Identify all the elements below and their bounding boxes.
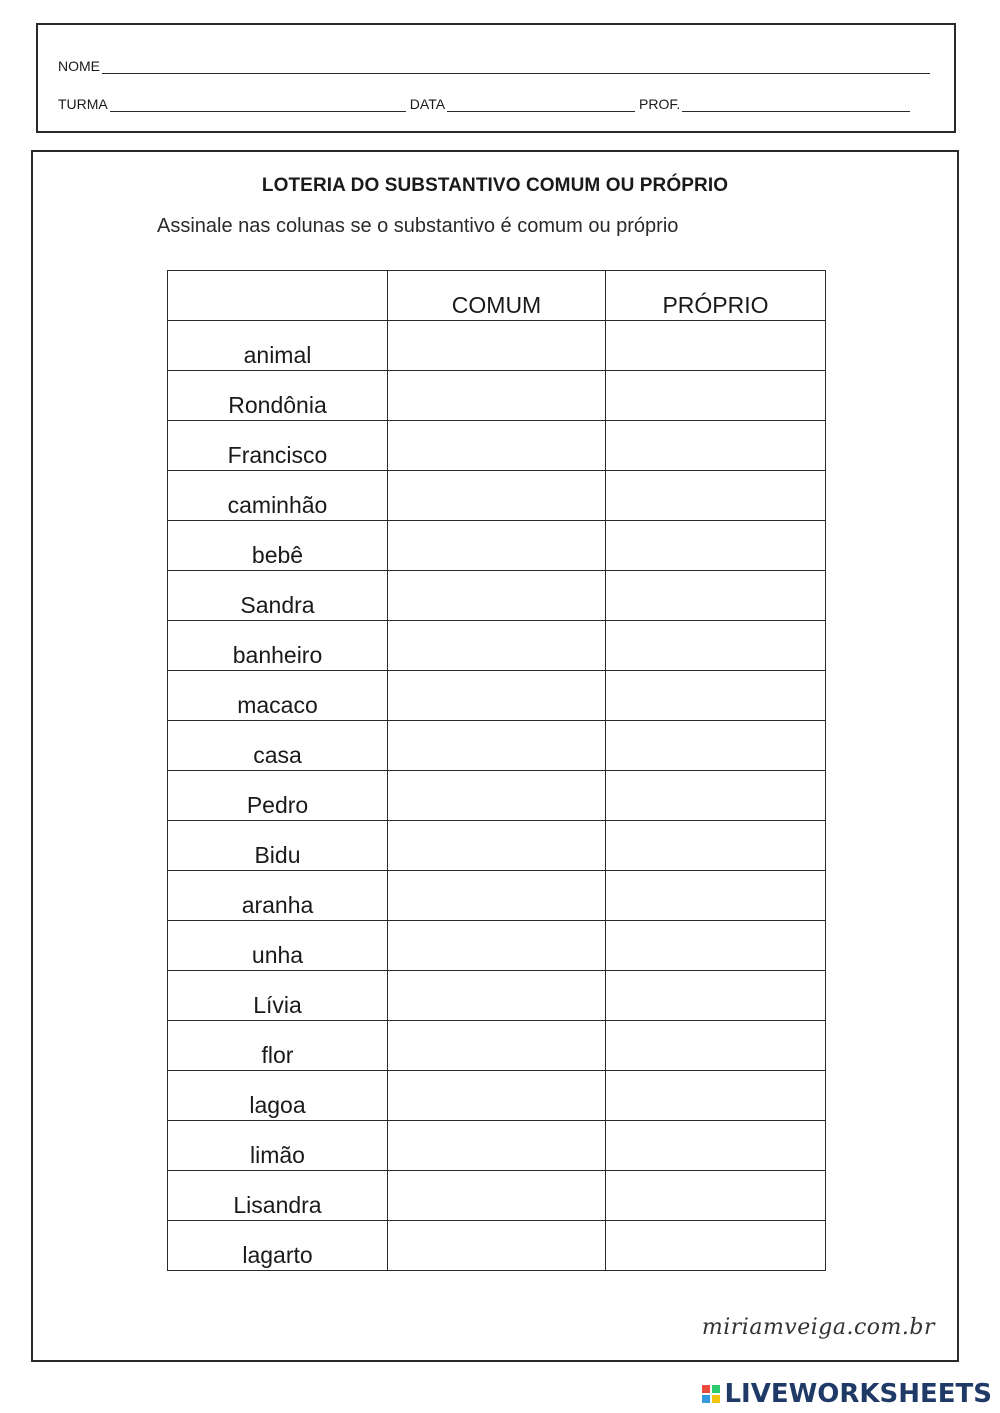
- proprio-answer-cell[interactable]: [606, 421, 826, 471]
- table-row: [168, 921, 826, 971]
- noun-word: Francisco: [168, 421, 388, 471]
- table-row: [168, 621, 826, 671]
- header-cell-empty: [168, 271, 388, 321]
- noun-word: lagarto: [168, 1221, 388, 1271]
- proprio-answer-cell[interactable]: [606, 1071, 826, 1121]
- table-row: [168, 1121, 826, 1171]
- comum-answer-cell[interactable]: [388, 471, 606, 521]
- table-row: [168, 671, 826, 721]
- table-row: [168, 1171, 826, 1221]
- name-row: [58, 58, 930, 74]
- header-cell-comum: COMUM: [388, 271, 606, 321]
- noun-word: lagoa: [168, 1071, 388, 1121]
- comum-answer-cell[interactable]: [388, 771, 606, 821]
- comum-answer-cell[interactable]: [388, 871, 606, 921]
- comum-answer-cell[interactable]: [388, 721, 606, 771]
- proprio-answer-cell[interactable]: [606, 671, 826, 721]
- student-info-box: [36, 23, 956, 133]
- comum-answer-cell[interactable]: [388, 621, 606, 671]
- noun-word: limão: [168, 1121, 388, 1171]
- proprio-answer-cell[interactable]: [606, 971, 826, 1021]
- comum-answer-cell[interactable]: [388, 1221, 606, 1271]
- teacher-field[interactable]: [682, 97, 910, 112]
- brand-squares-icon: [702, 1385, 720, 1403]
- name-label: NOME: [58, 58, 100, 74]
- header-cell-proprio: PRÓPRIO: [606, 271, 826, 321]
- date-field[interactable]: [447, 97, 635, 112]
- noun-word: casa: [168, 721, 388, 771]
- proprio-answer-cell[interactable]: [606, 471, 826, 521]
- table-row: [168, 321, 826, 371]
- noun-word: animal: [168, 321, 388, 371]
- proprio-answer-cell[interactable]: [606, 321, 826, 371]
- proprio-answer-cell[interactable]: [606, 571, 826, 621]
- comum-answer-cell[interactable]: [388, 821, 606, 871]
- brand-square: [702, 1385, 710, 1393]
- proprio-answer-cell[interactable]: [606, 1221, 826, 1271]
- noun-word: Lisandra: [168, 1171, 388, 1221]
- proprio-answer-cell[interactable]: [606, 821, 826, 871]
- name-field[interactable]: [102, 59, 930, 74]
- table-row: [168, 1221, 826, 1271]
- proprio-answer-cell[interactable]: [606, 721, 826, 771]
- brand-square: [712, 1395, 720, 1403]
- comum-answer-cell[interactable]: [388, 371, 606, 421]
- table-row: [168, 571, 826, 621]
- table-row: [168, 421, 826, 471]
- noun-word: caminhão: [168, 471, 388, 521]
- noun-word: aranha: [168, 871, 388, 921]
- comum-answer-cell[interactable]: [388, 421, 606, 471]
- worksheet-box: [31, 150, 959, 1362]
- noun-word: Lívia: [168, 971, 388, 1021]
- teacher-label: PROF.: [639, 96, 681, 112]
- comum-answer-cell[interactable]: [388, 671, 606, 721]
- class-row: [58, 96, 910, 112]
- table-row: [168, 971, 826, 1021]
- noun-word: Bidu: [168, 821, 388, 871]
- table-row: [168, 771, 826, 821]
- author-signature: miriamveiga.com.br: [701, 1315, 935, 1340]
- comum-answer-cell[interactable]: [388, 1071, 606, 1121]
- liveworksheets-logo: [702, 1379, 992, 1409]
- noun-word: banheiro: [168, 621, 388, 671]
- proprio-answer-cell[interactable]: [606, 1021, 826, 1071]
- comum-answer-cell[interactable]: [388, 921, 606, 971]
- brand-name: LIVEWORKSHEETS: [724, 1379, 992, 1409]
- proprio-answer-cell[interactable]: [606, 771, 826, 821]
- table-row: [168, 521, 826, 571]
- noun-word: flor: [168, 1021, 388, 1071]
- table-row: [168, 1071, 826, 1121]
- comum-answer-cell[interactable]: [388, 1121, 606, 1171]
- table-row: [168, 1021, 826, 1071]
- comum-answer-cell[interactable]: [388, 321, 606, 371]
- brand-square: [712, 1385, 720, 1393]
- noun-word: bebê: [168, 521, 388, 571]
- proprio-answer-cell[interactable]: [606, 1171, 826, 1221]
- class-label: TURMA: [58, 96, 108, 112]
- comum-answer-cell[interactable]: [388, 1171, 606, 1221]
- proprio-answer-cell[interactable]: [606, 521, 826, 571]
- comum-answer-cell[interactable]: [388, 571, 606, 621]
- proprio-answer-cell[interactable]: [606, 871, 826, 921]
- table-row: [168, 471, 826, 521]
- table-header-row: [168, 271, 826, 321]
- proprio-answer-cell[interactable]: [606, 621, 826, 671]
- noun-word: Sandra: [168, 571, 388, 621]
- table-row: [168, 821, 826, 871]
- noun-table: [167, 270, 826, 1271]
- comum-answer-cell[interactable]: [388, 521, 606, 571]
- noun-word: unha: [168, 921, 388, 971]
- worksheet-title: LOTERIA DO SUBSTANTIVO COMUM OU PRÓPRIO: [261, 175, 729, 196]
- brand-square: [702, 1395, 710, 1403]
- table-row: [168, 871, 826, 921]
- table-row: [168, 721, 826, 771]
- date-label: DATA: [409, 96, 446, 112]
- class-field[interactable]: [110, 97, 406, 112]
- noun-word: Pedro: [168, 771, 388, 821]
- noun-word: Rondônia: [168, 371, 388, 421]
- comum-answer-cell[interactable]: [388, 1021, 606, 1071]
- proprio-answer-cell[interactable]: [606, 371, 826, 421]
- proprio-answer-cell[interactable]: [606, 1121, 826, 1171]
- proprio-answer-cell[interactable]: [606, 921, 826, 971]
- comum-answer-cell[interactable]: [388, 971, 606, 1021]
- table-row: [168, 371, 826, 421]
- worksheet-instruction: Assinale nas colunas se o substantivo é comum ou próprio: [157, 215, 679, 237]
- noun-word: macaco: [168, 671, 388, 721]
